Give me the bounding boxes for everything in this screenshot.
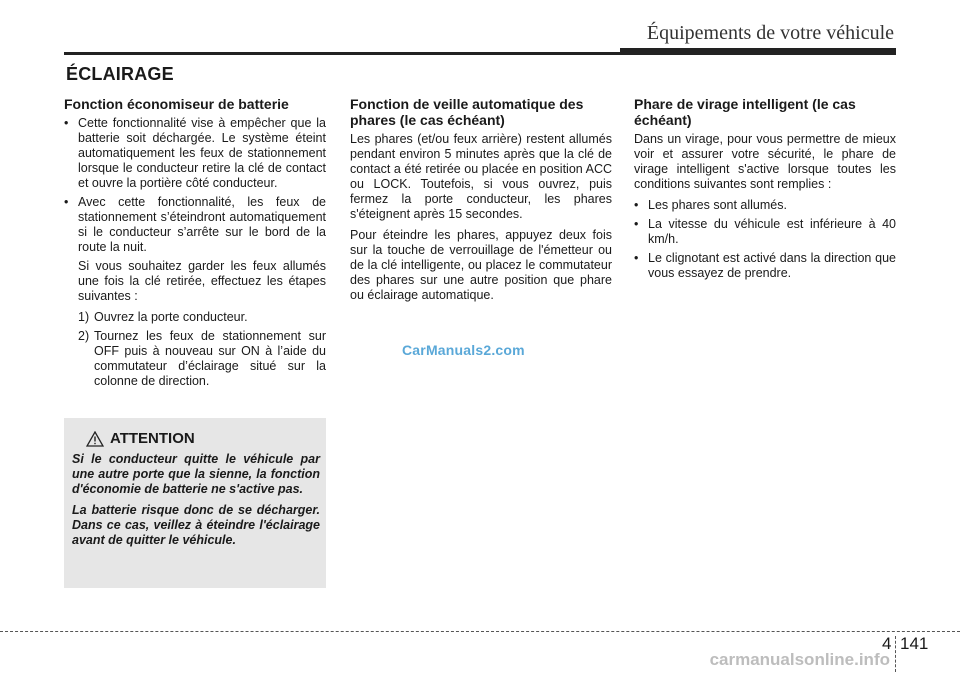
page-number: 141 <box>900 634 929 653</box>
list-item <box>64 116 326 191</box>
attention-header <box>86 430 195 447</box>
battery-saver-list <box>64 116 326 255</box>
step-item <box>64 310 326 325</box>
attention-paragraph: La batterie risque donc de se décharger. Dans ce cas, veillez à éteindre l'éclairage avant de quitter le véhicule. <box>72 503 320 547</box>
bullet-icon: • <box>634 198 639 212</box>
steps-intro: Si vous souhaitez garder les feux allumés une fois la clé retirée, effectuez les étapes suivantes : <box>78 259 326 303</box>
watermark-link[interactable]: CarManuals2.com <box>402 342 525 358</box>
list-item-text: Les phares sont allumés. <box>648 198 787 212</box>
step-item <box>64 329 326 389</box>
page-divider <box>895 636 896 672</box>
attention-paragraph: Si le conducteur quitte le véhicule par une autre porte que la sienne, la fonction d'économie de batterie ne s'active pas. <box>72 452 320 496</box>
heading-battery-saver: Fonction économiseur de batterie <box>64 96 289 112</box>
header-title: Équipements de votre véhicule <box>646 22 894 44</box>
list-item-text: Avec cette fonctionnalité, les feux de stationnement s’éteindront automatiquement si le conducteur s’arrête sur le bord de la route la nuit. <box>78 195 326 254</box>
attention-box <box>64 418 326 588</box>
bullet-icon: • <box>64 195 69 209</box>
warning-triangle-icon <box>86 431 104 447</box>
attention-title: ATTENTION <box>110 430 195 447</box>
paragraph: Pour éteindre les phares, appuyez deux fois sur la touche de verrouillage de l'émetteur ou de la clé intelligente, ou placez le commutateur des phares sur une autre position que phare ou éclairage automatique. <box>350 228 612 302</box>
heading-auto-headlight-delay: Fonction de veille automatique des phares (le cas échéant) <box>350 96 584 128</box>
footer-rule <box>0 631 960 632</box>
section-title: ÉCLAIRAGE <box>66 64 174 84</box>
column-cornering-light <box>634 96 896 285</box>
step-text: Tournez les feux de stationnement sur OFF puis à nouveau sur ON à l’aide du commutateur d’éclairage situé sur la colonne de direction. <box>94 329 326 388</box>
chapter-number: 4 <box>882 634 892 653</box>
bullet-icon: • <box>634 217 639 231</box>
paragraph: Dans un virage, pour vous permettre de mieux voir et assurer votre sécurité, le phare de virage intelligent s'active lorsque toutes les conditions suivantes sont remplies : <box>634 132 896 191</box>
step-number: 2) <box>78 329 90 343</box>
heading-cornering-light: Phare de virage intelligent (le cas échéant) <box>634 96 856 128</box>
step-text: Ouvrez la porte conducteur. <box>94 310 248 324</box>
footer-brand-watermark[interactable]: carmanualsonline.info <box>709 650 890 669</box>
step-number: 1) <box>78 310 90 324</box>
list-item-text: La vitesse du véhicule est inférieure à 40 km/h. <box>648 217 896 246</box>
list-item <box>634 198 896 213</box>
conditions-list <box>634 198 896 281</box>
bullet-icon: • <box>634 251 639 265</box>
header-tab-bar <box>620 48 896 55</box>
list-item <box>634 217 896 247</box>
list-item <box>634 251 896 281</box>
column-battery-saver <box>64 96 326 393</box>
list-item-text: Cette fonctionnalité vise à empêcher que la batterie soit déchargée. Le système éteint automatiquement les feux de stationnement lorsque le conducteur retire la clé de contact et ouvre la portière côté conducteur. <box>78 116 326 190</box>
bullet-icon: • <box>64 116 69 130</box>
column-auto-headlight-delay <box>350 96 612 309</box>
attention-body <box>72 452 320 554</box>
list-item-text: Le clignotant est activé dans la direction que vous essayez de prendre. <box>648 251 896 280</box>
paragraph: Les phares (et/ou feux arrière) restent allumés pendant environ 5 minutes après que la clé de contact a été retirée ou placée en position ACC ou LOCK. Toutefois, si vous ouvrez, puis fermez la porte conducteur, les phares s'éteignent après 15 secondes. <box>350 132 612 221</box>
list-item <box>64 195 326 255</box>
